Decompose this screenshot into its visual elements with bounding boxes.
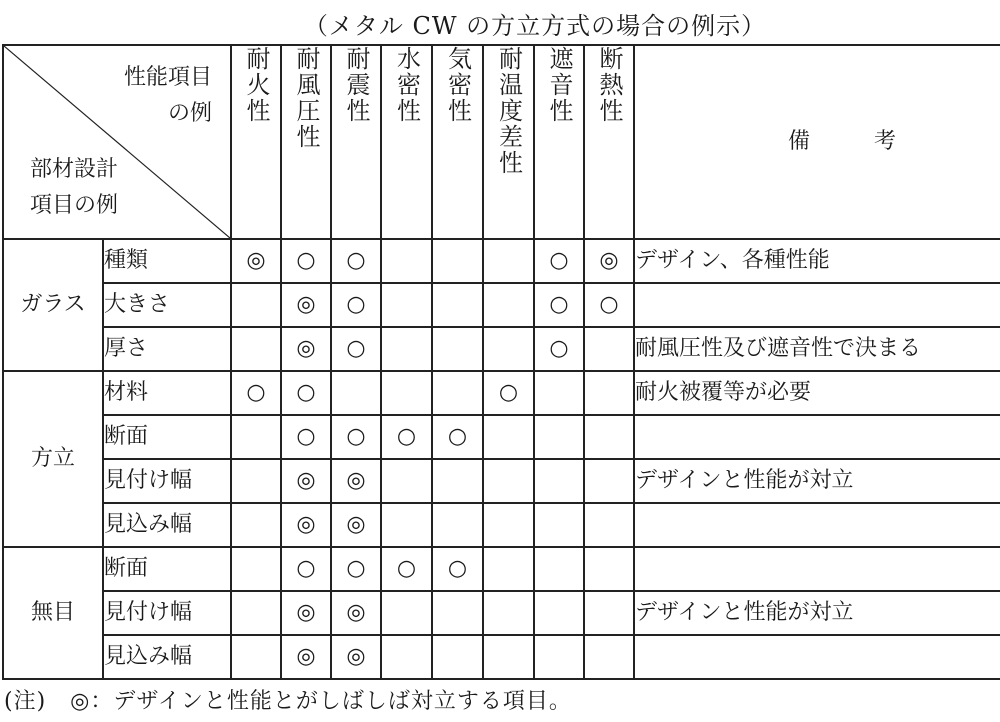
performance-table [2,44,1000,680]
note-cell: デザインと性能が対立 [634,459,1000,503]
mark-cell: ○ [331,283,381,327]
mark-cell: ○ [281,371,331,415]
mark-cell: ○ [381,415,432,459]
mark-cell [584,459,634,503]
mark-cell [483,503,534,547]
mark-cell: ◎ [281,283,331,327]
mark-cell [584,327,634,371]
mark-cell [483,327,534,371]
mark-cell [534,591,584,635]
design-items-label-line1: 部材設計 [30,157,119,182]
column-header: 気密性 [432,45,483,239]
mark-cell [584,635,634,679]
mark-cell [231,459,281,503]
mark-cell [534,547,584,591]
note-cell: 耐火被覆等が必要 [634,371,1000,415]
table-row [3,459,1000,503]
mark-cell [231,327,281,371]
performance-items-label-line1: 性能項目 [123,65,212,90]
mark-cell [432,283,483,327]
column-header: 耐温度差性 [483,45,534,239]
mark-cell [231,591,281,635]
mark-cell: ○ [584,283,634,327]
note-cell [634,503,1000,547]
table-row [3,635,1000,679]
mark-cell [432,503,483,547]
mark-cell [231,547,281,591]
item-label: 材料 [103,371,231,415]
mark-cell [432,459,483,503]
mark-cell [381,371,432,415]
mark-cell [483,635,534,679]
column-header: 断熱性 [584,45,634,239]
mark-cell [381,635,432,679]
item-label: 種類 [103,239,231,283]
table-row [3,371,1000,415]
mark-cell: ○ [231,371,281,415]
item-label: 大きさ [103,283,231,327]
group-label: 方立 [3,371,103,547]
item-label: 断面 [103,547,231,591]
table-row [3,283,1000,327]
design-items-label [30,152,118,224]
mark-cell: ◎ [584,239,634,283]
mark-cell: ◎ [331,503,381,547]
item-label: 断面 [103,415,231,459]
item-label: 見付け幅 [103,459,231,503]
mark-cell: ○ [281,547,331,591]
mark-cell [534,503,584,547]
performance-items-label [124,60,212,132]
mark-cell [584,371,634,415]
mark-cell [584,503,634,547]
mark-cell [381,503,432,547]
item-label: 見込み幅 [103,503,231,547]
mark-cell [432,371,483,415]
mark-cell: ○ [331,327,381,371]
mark-cell: ◎ [331,591,381,635]
mark-cell [231,283,281,327]
mark-cell [534,415,584,459]
mark-cell [231,415,281,459]
footnote-text: ◎：デザインと性能とがしばしば対立する項目。 [70,689,572,714]
mark-cell [534,371,584,415]
column-header: 耐震性 [331,45,381,239]
table-row [3,503,1000,547]
note-cell [634,415,1000,459]
mark-cell [381,239,432,283]
notes-column-header: 備 考 [634,45,1000,239]
mark-cell [231,635,281,679]
mark-cell: ◎ [281,327,331,371]
note-cell [634,635,1000,679]
table-row [3,239,1000,283]
performance-items-label-line2: の例 [167,101,212,126]
mark-cell: ○ [432,547,483,591]
design-items-label-line2: 項目の例 [30,193,119,218]
table-row [3,415,1000,459]
table-row [3,327,1000,371]
mark-cell: ○ [381,547,432,591]
mark-cell [231,503,281,547]
mark-cell: ○ [281,239,331,283]
mark-cell: ○ [331,547,381,591]
mark-cell: ◎ [331,635,381,679]
mark-cell: ○ [331,239,381,283]
column-header: 遮音性 [534,45,584,239]
column-header: 耐風圧性 [281,45,331,239]
mark-cell: ○ [483,371,534,415]
note-cell [634,547,1000,591]
mark-cell: ◎ [281,591,331,635]
mark-cell [483,459,534,503]
note-cell [634,283,1000,327]
table-row [3,591,1000,635]
mark-cell [534,459,584,503]
mark-cell [483,415,534,459]
mark-cell [584,591,634,635]
mark-cell [483,547,534,591]
item-label: 見込み幅 [103,635,231,679]
mark-cell [381,591,432,635]
mark-cell [331,371,381,415]
note-cell: デザイン、各種性能 [634,239,1000,283]
mark-cell [483,239,534,283]
mark-cell [432,635,483,679]
item-label: 見付け幅 [103,591,231,635]
table-title [0,6,1000,41]
mark-cell [432,591,483,635]
mark-cell [584,415,634,459]
footnote-lead: (注) [4,689,47,714]
mark-cell: ◎ [331,459,381,503]
item-label: 厚さ [103,327,231,371]
mark-cell [381,327,432,371]
mark-cell: ◎ [281,459,331,503]
diagonal-header-cell [3,45,231,239]
table-body [3,239,1000,679]
note-cell: デザインと性能が対立 [634,591,1000,635]
mark-cell [432,327,483,371]
mark-cell [483,283,534,327]
mark-cell [381,459,432,503]
mark-cell: ○ [534,239,584,283]
note-cell: 耐風圧性及び遮音性で決まる [634,327,1000,371]
group-label: 無目 [3,547,103,679]
mark-cell: ○ [534,283,584,327]
mark-cell [584,547,634,591]
mark-cell: ◎ [281,503,331,547]
mark-cell [432,239,483,283]
mark-cell [381,283,432,327]
mark-cell: ○ [281,415,331,459]
mark-cell: ○ [432,415,483,459]
mark-cell: ◎ [231,239,281,283]
header-row [3,45,1000,239]
mark-cell: ◎ [281,635,331,679]
column-header: 水密性 [381,45,432,239]
group-label: ガラス [3,239,103,371]
mark-cell: ○ [331,415,381,459]
mark-cell [534,635,584,679]
table-title-text: （メタル CW の方立方式の場合の例示） [303,12,767,40]
column-header: 耐火性 [231,45,281,239]
mark-cell [483,591,534,635]
table-row [3,547,1000,591]
mark-cell: ○ [534,327,584,371]
footnote [4,684,572,715]
